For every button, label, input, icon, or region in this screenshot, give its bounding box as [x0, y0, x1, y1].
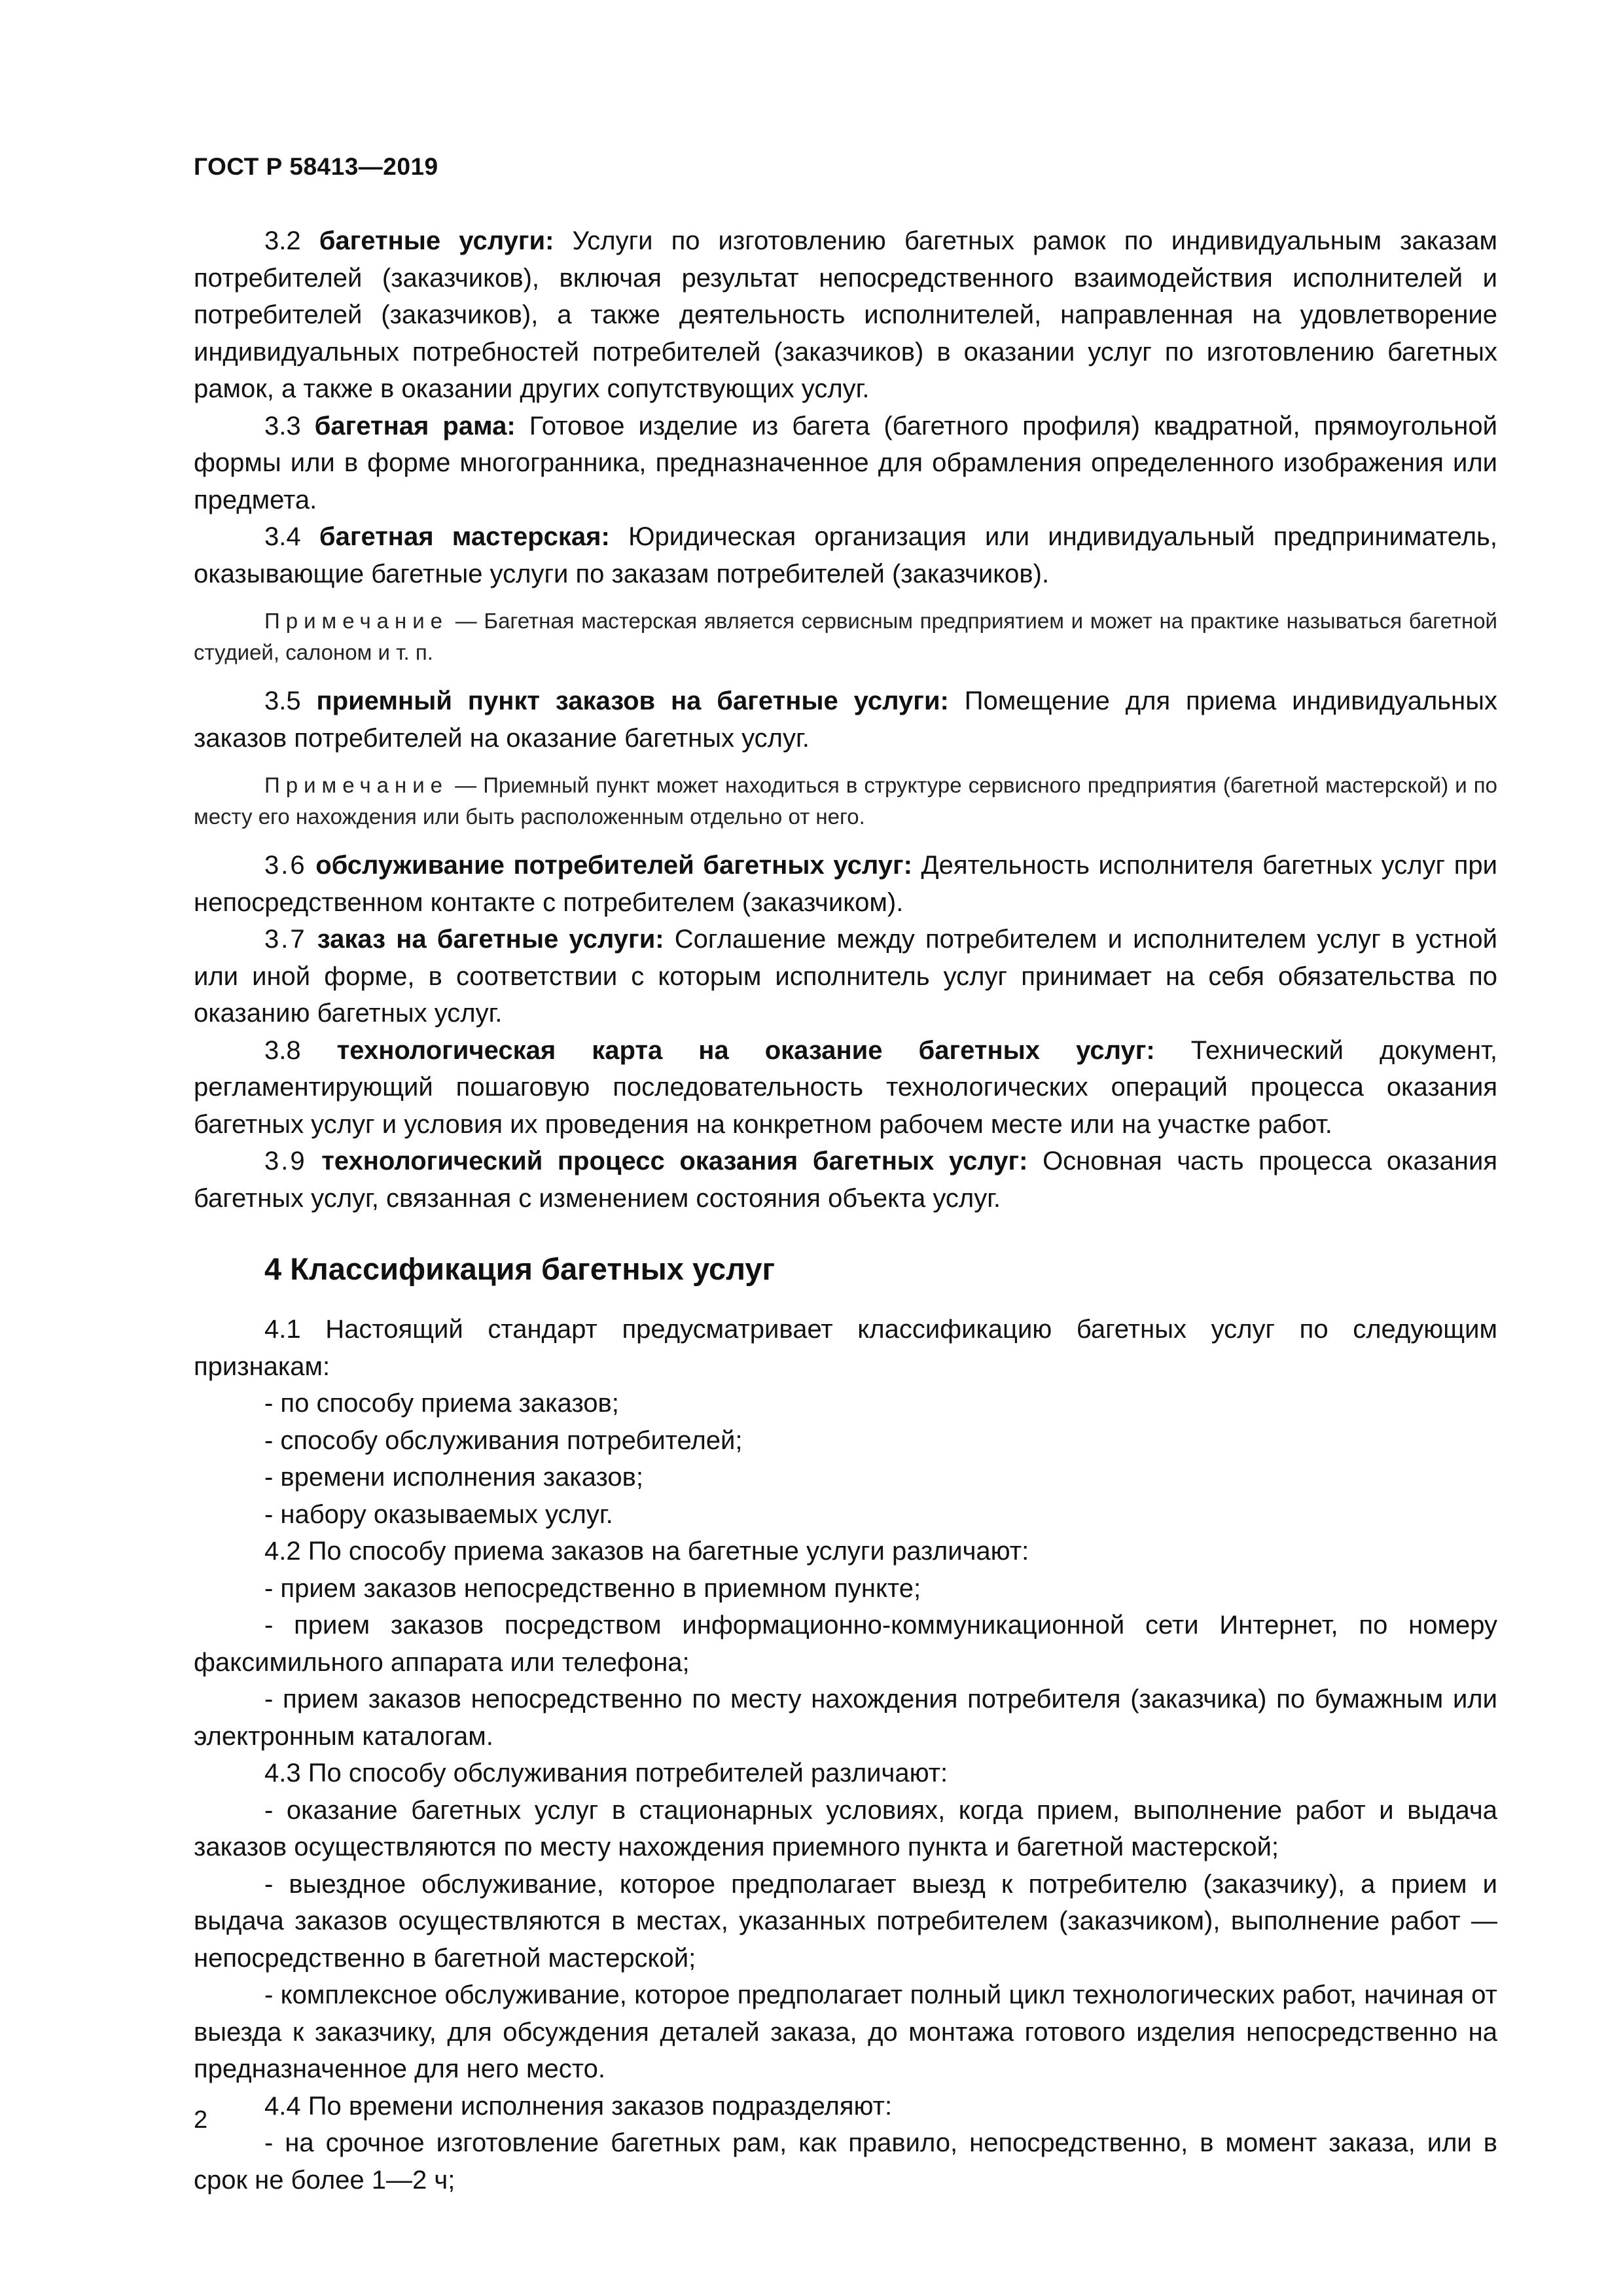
note-label: Примечание: [264, 773, 449, 797]
clause-4-1: 4.1 Настоящий стандарт предусматривает классификацию багетных услуг по следующим признакам:: [194, 1315, 1497, 1381]
note-1: [194, 605, 1497, 668]
term-number: 3.4: [264, 522, 301, 551]
list-item: - набору оказываемых услуг.: [264, 1499, 613, 1529]
term-definition: Готовое изделие из багета (багетного профиля) квадратной, прямоугольной формы или в форме многогранника, предназначенное для обрамления определенного изображения или предмета.: [194, 411, 1497, 514]
section-4-title: 4 Классификация багетных услуг: [264, 1251, 776, 1286]
term-definition: Технический документ, регламентирующий пошаговую последовательность технологических операций процесса оказания багетных услуг и условия их проведения на конкретном рабочем месте или на участке работ.: [194, 1035, 1497, 1139]
clause-4-2: 4.2 По способу приема заказов на багетные услуги различают:: [264, 1537, 1029, 1566]
list-item: - времени исполнения заказов;: [264, 1463, 643, 1492]
note-text: — Багетная мастерская является сервисным предприятием и может на практике называться багетной студией, салоном и т. п.: [194, 609, 1497, 664]
list-item: - оказание багетных услуг в стационарных условиях, когда прием, выполнение работ и выдача заказов осуществляются по месту нахождения приемного пункта и багетной мастерской;: [194, 1795, 1497, 1861]
term-definition: Услуги по изготовлению багетных рамок по индивидуальным заказам потребителей (заказчиков), включая результат непосредственного взаимодействия исполнителей и потребителей (заказчиков), а также деятельность исполнителей, направленная на удовлетворение индивидуальных потребностей потребителей (заказчиков) в оказании услуг по изготовлению багетных рамок, а также в оказании других сопутствующих услуг.: [194, 226, 1498, 403]
term-title: технологическая карта на оказание багетных услуг:: [336, 1035, 1155, 1065]
term-3-6: [194, 847, 1497, 921]
term-definition: Соглашение между потребителем и исполнителем услуг в устной или иной форме, в соответствии с которым исполнитель услуг принимает на себя обязательства по оказанию багетных услуг.: [194, 925, 1497, 1028]
term-definition: Деятельность исполнителя багетных услуг при непосредственном контакте с потребителем (заказчиком).: [194, 851, 1497, 917]
term-title: заказ на багетные услуги:: [317, 925, 664, 954]
term-number: 3.6: [264, 851, 307, 880]
term-title: технологический процесс оказания багетных услуг:: [321, 1147, 1028, 1175]
term-title: приемный пункт заказов на багетные услуги:: [316, 687, 949, 715]
document-code-header: ГОСТ Р 58413—2019: [194, 153, 438, 180]
term-3-5: [194, 683, 1497, 757]
term-definition: Помещение для приема индивидуальных заказов потребителей на оказание багетных услуг.: [194, 687, 1497, 753]
list-item: - прием заказов непосредственно в приемном пункте;: [264, 1573, 921, 1603]
term-title: багетная мастерская:: [319, 522, 610, 551]
term-3-8: [194, 1032, 1497, 1143]
term-3-7: [194, 921, 1497, 1032]
term-number: 3.2: [264, 226, 301, 255]
clause-4-4: 4.4 По времени исполнения заказов подразделяют:: [264, 2091, 893, 2121]
clause-4-3: 4.3 По способу обслуживания потребителей различают:: [264, 1759, 948, 1787]
list-item: - комплексное обслуживание, которое предполагает полный цикл технологических работ, начиная от выезда к заказчику, для обсуждения деталей заказа, до монтажа готового изделия непосредственно на предназначенное для него место.: [194, 1981, 1497, 2083]
term-3-3: [194, 408, 1497, 519]
term-definition: Основная часть процесса оказания багетных услуг, связанная с изменением состояния объекта услуг.: [194, 1147, 1497, 1213]
list-item: - на срочное изготовление багетных рам, как правило, непосредственно, в момент заказа, или в срок не более 1—2 ч;: [194, 2128, 1497, 2195]
term-number: 3.3: [264, 411, 301, 440]
document-body: [194, 223, 1497, 2198]
term-3-4: [194, 518, 1497, 592]
term-3-2: [194, 223, 1497, 408]
term-number: 3.9: [264, 1147, 307, 1175]
note-text: — Приемный пункт может находиться в структуре сервисного предприятия (багетной мастерской) и по месту его нахождения или быть расположенным отдельно от него.: [194, 773, 1498, 829]
term-number: 3.7: [264, 925, 307, 954]
list-item: - прием заказов посредством информационно-коммуникационной сети Интернет, по номеру факсимильного аппарата или телефона;: [194, 1611, 1497, 1677]
list-item: - по способу приема заказов;: [264, 1389, 619, 1418]
term-number: 3.5: [264, 687, 301, 715]
term-definition: Юридическая организация или индивидуальный предприниматель, оказывающие багетные услуги по заказам потребителей (заказчиков).: [194, 522, 1497, 588]
list-item: - выездное обслуживание, которое предполагает выезд к потребителю (заказчику), а прием и выдача заказов осуществляются в местах, указанных потребителем (заказчиком), выполнение работ — непосредственно в багетной мастерской;: [194, 1869, 1497, 1973]
term-title: багетная рама:: [314, 411, 516, 440]
term-3-9: [194, 1143, 1497, 1217]
page-number: 2: [194, 2106, 208, 2134]
list-item: - способу обслуживания потребителей;: [264, 1426, 743, 1455]
note-label: Примечание: [264, 609, 449, 633]
term-number: 3.8: [264, 1035, 301, 1065]
term-title: багетные услуги:: [319, 226, 554, 255]
note-2: [194, 770, 1497, 833]
list-item: - прием заказов непосредственно по месту нахождения потребителя (заказчика) по бумажным или электронным каталогам.: [194, 1685, 1497, 1751]
term-title: обслуживание потребителей багетных услуг:: [315, 851, 912, 880]
